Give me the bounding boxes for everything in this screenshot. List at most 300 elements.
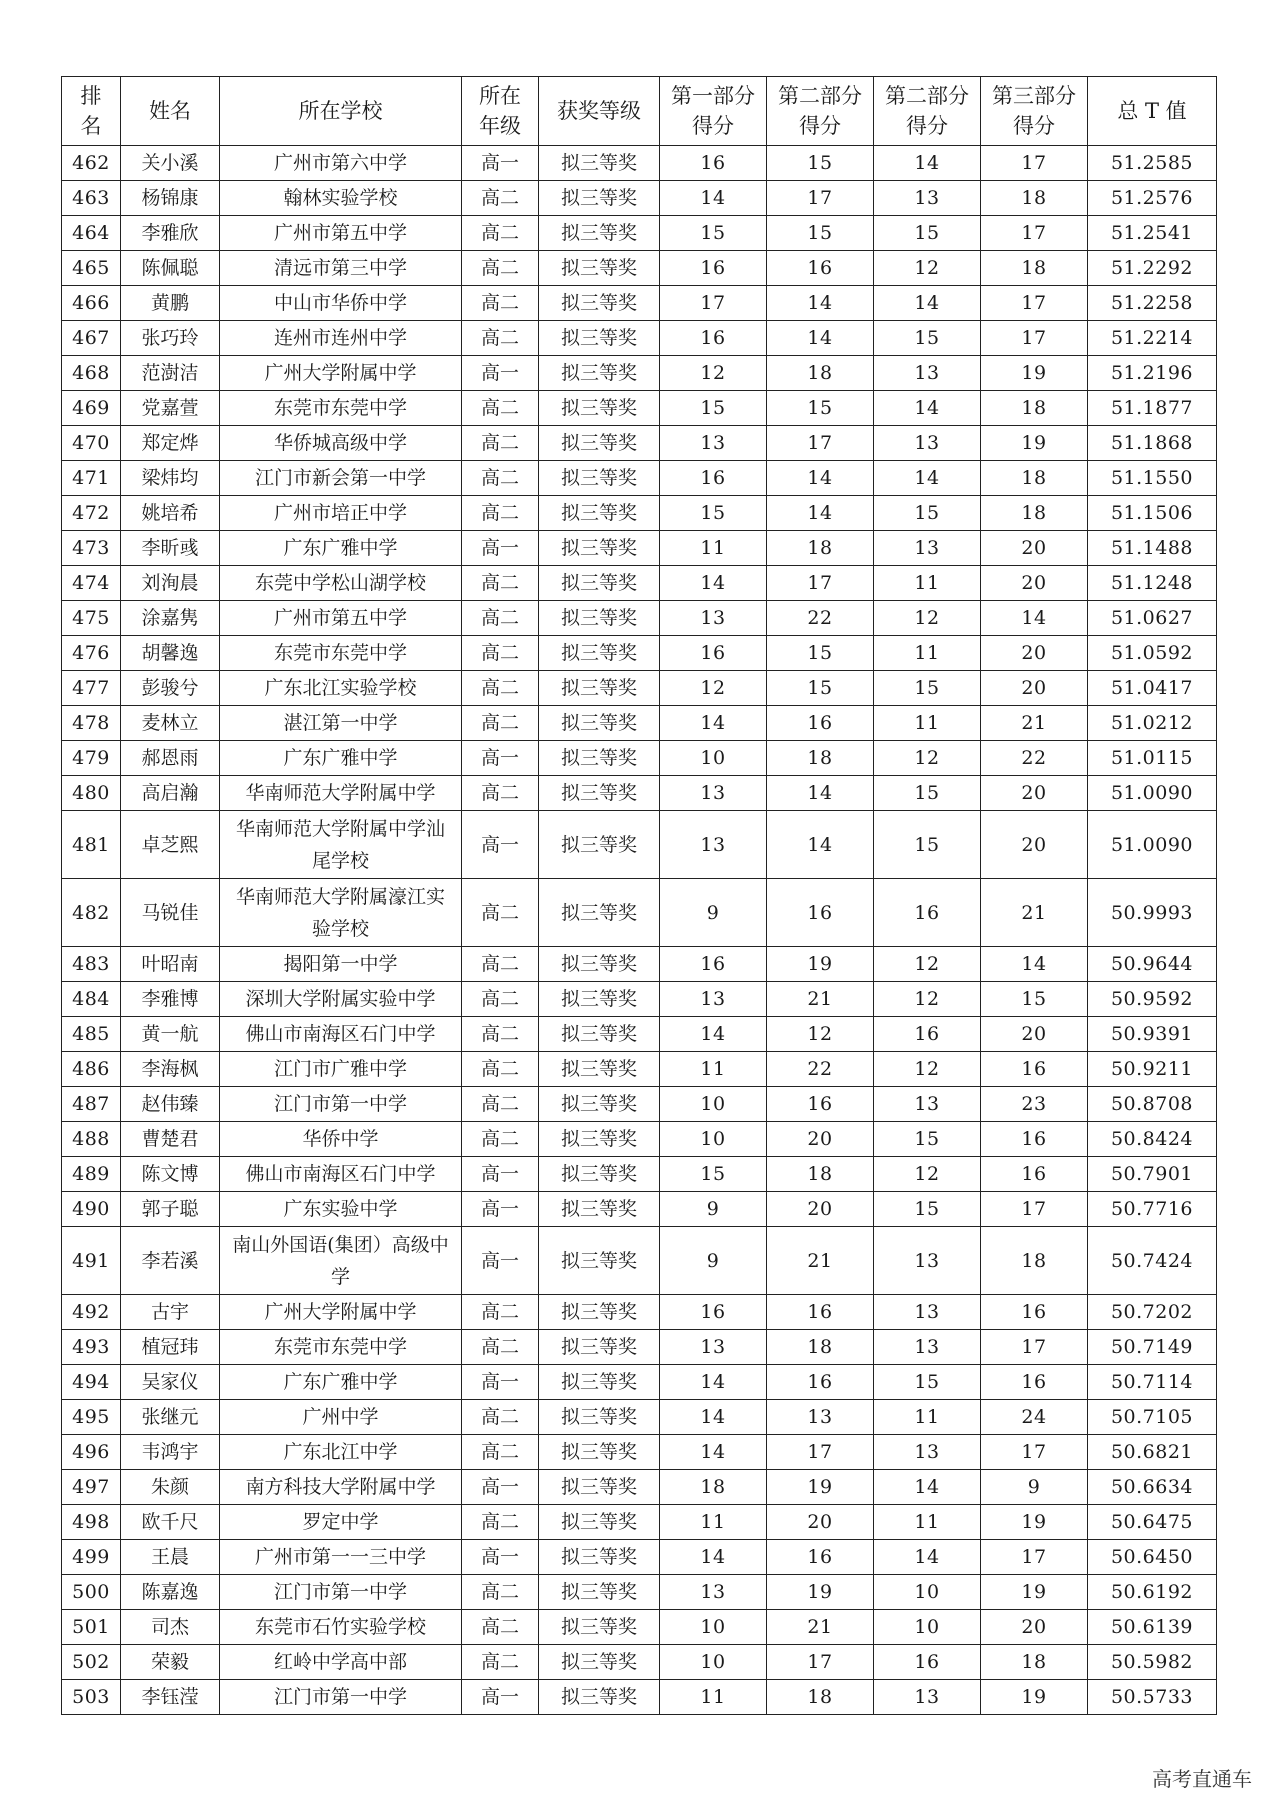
part2b-score-cell: 11 <box>874 706 981 741</box>
grade-cell: 高二 <box>462 671 539 706</box>
award-cell: 拟三等奖 <box>539 426 660 461</box>
grade-cell: 高二 <box>462 1400 539 1435</box>
total-t-value-cell: 50.7105 <box>1088 1400 1217 1435</box>
school-cell: 广州大学附属中学 <box>220 356 462 391</box>
rank-cell: 475 <box>62 601 121 636</box>
grade-cell: 高二 <box>462 636 539 671</box>
school-cell: 南方科技大学附属中学 <box>220 1470 462 1505</box>
grade-cell: 高二 <box>462 426 539 461</box>
award-cell: 拟三等奖 <box>539 1052 660 1087</box>
name-cell: 韦鸿宇 <box>121 1435 220 1470</box>
rank-cell: 501 <box>62 1610 121 1645</box>
name-cell: 王晨 <box>121 1540 220 1575</box>
total-t-value-cell: 51.0592 <box>1088 636 1217 671</box>
rank-cell: 466 <box>62 286 121 321</box>
part2b-score-cell: 14 <box>874 391 981 426</box>
watermark: 高考直通车 <box>1152 1767 1252 1791</box>
part2a-score-cell: 19 <box>767 1575 874 1610</box>
grade-cell: 高一 <box>462 741 539 776</box>
award-cell: 拟三等奖 <box>539 1122 660 1157</box>
table-row <box>62 286 1217 321</box>
grade-cell: 高二 <box>462 1575 539 1610</box>
award-cell: 拟三等奖 <box>539 1540 660 1575</box>
part2a-score-cell: 19 <box>767 947 874 982</box>
grade-cell: 高二 <box>462 1610 539 1645</box>
part2b-score-cell: 13 <box>874 1330 981 1365</box>
school-cell: 揭阳第一中学 <box>220 947 462 982</box>
award-cell: 拟三等奖 <box>539 741 660 776</box>
part2a-score-cell: 22 <box>767 1052 874 1087</box>
grade-cell: 高二 <box>462 461 539 496</box>
header-row <box>62 77 1217 146</box>
part1-score-cell: 9 <box>660 1227 767 1295</box>
table-row <box>62 811 1217 879</box>
part2b-score-cell: 12 <box>874 251 981 286</box>
rank-cell: 491 <box>62 1227 121 1295</box>
name-cell: 关小溪 <box>121 146 220 181</box>
part2a-score-cell: 14 <box>767 811 874 879</box>
part3-score-cell: 19 <box>981 1680 1088 1715</box>
grade-cell: 高二 <box>462 706 539 741</box>
header-part2b: 第二部分得分 <box>874 77 981 146</box>
part2b-score-cell: 11 <box>874 566 981 601</box>
table-row <box>62 776 1217 811</box>
part1-score-cell: 10 <box>660 1122 767 1157</box>
part2b-score-cell: 15 <box>874 1192 981 1227</box>
table-row <box>62 879 1217 947</box>
part3-score-cell: 19 <box>981 1575 1088 1610</box>
school-cell: 华南师范大学附属中学 <box>220 776 462 811</box>
name-cell: 姚培希 <box>121 496 220 531</box>
part1-score-cell: 16 <box>660 461 767 496</box>
part2b-score-cell: 10 <box>874 1610 981 1645</box>
part1-score-cell: 14 <box>660 1435 767 1470</box>
part3-score-cell: 16 <box>981 1052 1088 1087</box>
table-row <box>62 321 1217 356</box>
grade-cell: 高一 <box>462 1157 539 1192</box>
part2b-score-cell: 15 <box>874 776 981 811</box>
table-row <box>62 1017 1217 1052</box>
table-row <box>62 1365 1217 1400</box>
name-cell: 梁炜均 <box>121 461 220 496</box>
grade-cell: 高二 <box>462 321 539 356</box>
rank-cell: 473 <box>62 531 121 566</box>
grade-cell: 高一 <box>462 531 539 566</box>
table-row <box>62 601 1217 636</box>
header-total: 总 T 值 <box>1088 77 1217 146</box>
part1-score-cell: 15 <box>660 216 767 251</box>
name-cell: 陈佩聪 <box>121 251 220 286</box>
total-t-value-cell: 51.1550 <box>1088 461 1217 496</box>
part2b-score-cell: 13 <box>874 1680 981 1715</box>
award-cell: 拟三等奖 <box>539 146 660 181</box>
total-t-value-cell: 51.0627 <box>1088 601 1217 636</box>
part2b-score-cell: 13 <box>874 426 981 461</box>
total-t-value-cell: 50.7202 <box>1088 1295 1217 1330</box>
part2a-score-cell: 20 <box>767 1122 874 1157</box>
header-part3: 第三部分得分 <box>981 77 1088 146</box>
school-cell: 湛江第一中学 <box>220 706 462 741</box>
school-cell: 东莞市东莞中学 <box>220 391 462 426</box>
rank-cell: 484 <box>62 982 121 1017</box>
total-t-value-cell: 51.2541 <box>1088 216 1217 251</box>
name-cell: 张继元 <box>121 1400 220 1435</box>
school-cell: 江门市新会第一中学 <box>220 461 462 496</box>
part3-score-cell: 20 <box>981 636 1088 671</box>
part1-score-cell: 15 <box>660 496 767 531</box>
part2b-score-cell: 15 <box>874 1122 981 1157</box>
grade-cell: 高二 <box>462 216 539 251</box>
grade-cell: 高二 <box>462 1017 539 1052</box>
award-cell: 拟三等奖 <box>539 391 660 426</box>
part1-score-cell: 16 <box>660 1295 767 1330</box>
rank-cell: 480 <box>62 776 121 811</box>
part3-score-cell: 16 <box>981 1365 1088 1400</box>
table-row <box>62 741 1217 776</box>
award-cell: 拟三等奖 <box>539 1192 660 1227</box>
part2a-score-cell: 16 <box>767 706 874 741</box>
part1-score-cell: 16 <box>660 947 767 982</box>
part1-score-cell: 16 <box>660 636 767 671</box>
part2b-score-cell: 12 <box>874 601 981 636</box>
award-cell: 拟三等奖 <box>539 321 660 356</box>
part1-score-cell: 13 <box>660 776 767 811</box>
school-cell: 佛山市南海区石门中学 <box>220 1017 462 1052</box>
rank-cell: 498 <box>62 1505 121 1540</box>
total-t-value-cell: 51.1877 <box>1088 391 1217 426</box>
award-cell: 拟三等奖 <box>539 636 660 671</box>
total-t-value-cell: 51.0417 <box>1088 671 1217 706</box>
grade-cell: 高二 <box>462 1087 539 1122</box>
school-cell: 广州中学 <box>220 1400 462 1435</box>
part2a-score-cell: 16 <box>767 1087 874 1122</box>
grade-cell: 高一 <box>462 356 539 391</box>
rank-cell: 477 <box>62 671 121 706</box>
name-cell: 杨锦康 <box>121 181 220 216</box>
rank-cell: 482 <box>62 879 121 947</box>
part2a-score-cell: 18 <box>767 741 874 776</box>
name-cell: 张巧玲 <box>121 321 220 356</box>
name-cell: 郭子聪 <box>121 1192 220 1227</box>
total-t-value-cell: 51.2585 <box>1088 146 1217 181</box>
rank-cell: 474 <box>62 566 121 601</box>
table-row <box>62 1610 1217 1645</box>
name-cell: 荣毅 <box>121 1645 220 1680</box>
grade-cell: 高一 <box>462 1365 539 1400</box>
rank-cell: 470 <box>62 426 121 461</box>
award-cell: 拟三等奖 <box>539 947 660 982</box>
rank-cell: 492 <box>62 1295 121 1330</box>
total-t-value-cell: 50.7716 <box>1088 1192 1217 1227</box>
school-cell: 广州大学附属中学 <box>220 1295 462 1330</box>
table-row <box>62 636 1217 671</box>
part2a-score-cell: 16 <box>767 1365 874 1400</box>
award-cell: 拟三等奖 <box>539 1505 660 1540</box>
part2b-score-cell: 13 <box>874 356 981 391</box>
header-name: 姓名 <box>121 77 220 146</box>
header-school: 所在学校 <box>220 77 462 146</box>
part2a-score-cell: 17 <box>767 1645 874 1680</box>
part2b-score-cell: 16 <box>874 1645 981 1680</box>
part1-score-cell: 10 <box>660 741 767 776</box>
award-cell: 拟三等奖 <box>539 1470 660 1505</box>
table-row <box>62 1680 1217 1715</box>
part1-score-cell: 10 <box>660 1610 767 1645</box>
part3-score-cell: 17 <box>981 216 1088 251</box>
part1-score-cell: 11 <box>660 1052 767 1087</box>
rank-cell: 462 <box>62 146 121 181</box>
school-cell: 江门市第一中学 <box>220 1087 462 1122</box>
award-cell: 拟三等奖 <box>539 251 660 286</box>
part1-score-cell: 9 <box>660 879 767 947</box>
part1-score-cell: 15 <box>660 1157 767 1192</box>
rank-cell: 489 <box>62 1157 121 1192</box>
grade-cell: 高二 <box>462 181 539 216</box>
school-cell: 连州市连州中学 <box>220 321 462 356</box>
part2b-score-cell: 13 <box>874 1295 981 1330</box>
school-cell: 佛山市南海区石门中学 <box>220 1157 462 1192</box>
part1-score-cell: 13 <box>660 811 767 879</box>
part3-score-cell: 18 <box>981 496 1088 531</box>
name-cell: 李钰滢 <box>121 1680 220 1715</box>
award-cell: 拟三等奖 <box>539 1157 660 1192</box>
grade-cell: 高二 <box>462 1122 539 1157</box>
total-t-value-cell: 51.2576 <box>1088 181 1217 216</box>
table-row <box>62 426 1217 461</box>
part3-score-cell: 16 <box>981 1157 1088 1192</box>
total-t-value-cell: 51.0115 <box>1088 741 1217 776</box>
award-table <box>61 76 1217 1715</box>
part3-score-cell: 17 <box>981 146 1088 181</box>
school-cell: 东莞市东莞中学 <box>220 636 462 671</box>
part2b-score-cell: 15 <box>874 496 981 531</box>
total-t-value-cell: 50.9993 <box>1088 879 1217 947</box>
rank-cell: 485 <box>62 1017 121 1052</box>
total-t-value-cell: 51.2258 <box>1088 286 1217 321</box>
award-cell: 拟三等奖 <box>539 811 660 879</box>
school-cell: 广州市第五中学 <box>220 216 462 251</box>
name-cell: 朱颜 <box>121 1470 220 1505</box>
table-row <box>62 706 1217 741</box>
header-grade: 所在年级 <box>462 77 539 146</box>
part2b-score-cell: 13 <box>874 531 981 566</box>
total-t-value-cell: 51.0212 <box>1088 706 1217 741</box>
rank-cell: 495 <box>62 1400 121 1435</box>
school-cell: 南山外国语(集团）高级中学 <box>220 1227 462 1295</box>
school-cell: 东莞市石竹实验学校 <box>220 1610 462 1645</box>
part3-score-cell: 17 <box>981 1330 1088 1365</box>
name-cell: 黄一航 <box>121 1017 220 1052</box>
table-row <box>62 1575 1217 1610</box>
header-rank: 排名 <box>62 77 121 146</box>
part2b-score-cell: 13 <box>874 1435 981 1470</box>
name-cell: 麦林立 <box>121 706 220 741</box>
table-row <box>62 461 1217 496</box>
table-row <box>62 391 1217 426</box>
part2a-score-cell: 15 <box>767 216 874 251</box>
grade-cell: 高一 <box>462 146 539 181</box>
part2b-score-cell: 11 <box>874 636 981 671</box>
part1-score-cell: 10 <box>660 1087 767 1122</box>
award-cell: 拟三等奖 <box>539 1365 660 1400</box>
school-cell: 翰林实验学校 <box>220 181 462 216</box>
header-part2a: 第二部分得分 <box>767 77 874 146</box>
award-cell: 拟三等奖 <box>539 1017 660 1052</box>
school-cell: 中山市华侨中学 <box>220 286 462 321</box>
award-cell: 拟三等奖 <box>539 356 660 391</box>
part3-score-cell: 23 <box>981 1087 1088 1122</box>
total-t-value-cell: 50.9592 <box>1088 982 1217 1017</box>
table-row <box>62 1157 1217 1192</box>
part2b-score-cell: 14 <box>874 146 981 181</box>
part2a-score-cell: 21 <box>767 1227 874 1295</box>
school-cell: 华侨中学 <box>220 1122 462 1157</box>
school-cell: 华侨城高级中学 <box>220 426 462 461</box>
award-cell: 拟三等奖 <box>539 1400 660 1435</box>
part3-score-cell: 20 <box>981 811 1088 879</box>
grade-cell: 高二 <box>462 947 539 982</box>
part3-score-cell: 20 <box>981 566 1088 601</box>
award-cell: 拟三等奖 <box>539 1610 660 1645</box>
part1-score-cell: 17 <box>660 286 767 321</box>
name-cell: 刘洵晨 <box>121 566 220 601</box>
grade-cell: 高二 <box>462 879 539 947</box>
table-row <box>62 146 1217 181</box>
table-row <box>62 1192 1217 1227</box>
name-cell: 党嘉萱 <box>121 391 220 426</box>
total-t-value-cell: 51.1488 <box>1088 531 1217 566</box>
name-cell: 高启瀚 <box>121 776 220 811</box>
part3-score-cell: 20 <box>981 1017 1088 1052</box>
part3-score-cell: 18 <box>981 251 1088 286</box>
name-cell: 司杰 <box>121 1610 220 1645</box>
grade-cell: 高二 <box>462 391 539 426</box>
part2b-score-cell: 14 <box>874 1470 981 1505</box>
part1-score-cell: 14 <box>660 1540 767 1575</box>
grade-cell: 高二 <box>462 1645 539 1680</box>
rank-cell: 502 <box>62 1645 121 1680</box>
part3-score-cell: 17 <box>981 286 1088 321</box>
part3-score-cell: 18 <box>981 1227 1088 1295</box>
total-t-value-cell: 51.1868 <box>1088 426 1217 461</box>
part3-score-cell: 20 <box>981 1610 1088 1645</box>
name-cell: 陈文博 <box>121 1157 220 1192</box>
part2a-score-cell: 12 <box>767 1017 874 1052</box>
award-cell: 拟三等奖 <box>539 1645 660 1680</box>
part2a-score-cell: 15 <box>767 146 874 181</box>
grade-cell: 高二 <box>462 1330 539 1365</box>
total-t-value-cell: 50.6192 <box>1088 1575 1217 1610</box>
name-cell: 彭骏兮 <box>121 671 220 706</box>
school-cell: 广州市第六中学 <box>220 146 462 181</box>
name-cell: 马锐佳 <box>121 879 220 947</box>
part3-score-cell: 21 <box>981 706 1088 741</box>
name-cell: 李海枫 <box>121 1052 220 1087</box>
rank-cell: 472 <box>62 496 121 531</box>
part2a-score-cell: 17 <box>767 426 874 461</box>
part1-score-cell: 14 <box>660 706 767 741</box>
part1-score-cell: 10 <box>660 1645 767 1680</box>
total-t-value-cell: 50.6139 <box>1088 1610 1217 1645</box>
grade-cell: 高二 <box>462 601 539 636</box>
part3-score-cell: 17 <box>981 1192 1088 1227</box>
table-row <box>62 566 1217 601</box>
part2b-score-cell: 14 <box>874 286 981 321</box>
part2a-score-cell: 21 <box>767 982 874 1017</box>
table-row <box>62 1540 1217 1575</box>
school-cell: 深圳大学附属实验中学 <box>220 982 462 1017</box>
table-row <box>62 216 1217 251</box>
school-cell: 罗定中学 <box>220 1505 462 1540</box>
part2b-score-cell: 14 <box>874 1540 981 1575</box>
award-cell: 拟三等奖 <box>539 181 660 216</box>
part2a-score-cell: 14 <box>767 496 874 531</box>
school-cell: 清远市第三中学 <box>220 251 462 286</box>
award-cell: 拟三等奖 <box>539 706 660 741</box>
part1-score-cell: 13 <box>660 1330 767 1365</box>
part2a-score-cell: 18 <box>767 356 874 391</box>
part1-score-cell: 15 <box>660 391 767 426</box>
award-cell: 拟三等奖 <box>539 566 660 601</box>
table-row <box>62 982 1217 1017</box>
rank-cell: 483 <box>62 947 121 982</box>
table-row <box>62 671 1217 706</box>
award-cell: 拟三等奖 <box>539 216 660 251</box>
award-cell: 拟三等奖 <box>539 1330 660 1365</box>
part3-score-cell: 20 <box>981 776 1088 811</box>
total-t-value-cell: 51.1248 <box>1088 566 1217 601</box>
award-cell: 拟三等奖 <box>539 776 660 811</box>
part1-score-cell: 14 <box>660 1400 767 1435</box>
part2a-score-cell: 21 <box>767 1610 874 1645</box>
part3-score-cell: 19 <box>981 1505 1088 1540</box>
name-cell: 郑定烨 <box>121 426 220 461</box>
rank-cell: 463 <box>62 181 121 216</box>
rank-cell: 499 <box>62 1540 121 1575</box>
part2a-score-cell: 19 <box>767 1470 874 1505</box>
award-cell: 拟三等奖 <box>539 531 660 566</box>
part2a-score-cell: 18 <box>767 1680 874 1715</box>
rank-cell: 468 <box>62 356 121 391</box>
total-t-value-cell: 50.7901 <box>1088 1157 1217 1192</box>
part2b-score-cell: 15 <box>874 216 981 251</box>
name-cell: 陈嘉逸 <box>121 1575 220 1610</box>
part2b-score-cell: 13 <box>874 1087 981 1122</box>
name-cell: 古宇 <box>121 1295 220 1330</box>
part2b-score-cell: 15 <box>874 671 981 706</box>
part2a-score-cell: 20 <box>767 1192 874 1227</box>
name-cell: 李昕彧 <box>121 531 220 566</box>
name-cell: 卓芝熙 <box>121 811 220 879</box>
grade-cell: 高一 <box>462 1540 539 1575</box>
part1-score-cell: 18 <box>660 1470 767 1505</box>
part2b-score-cell: 14 <box>874 461 981 496</box>
rank-cell: 487 <box>62 1087 121 1122</box>
total-t-value-cell: 51.0090 <box>1088 776 1217 811</box>
part1-score-cell: 13 <box>660 982 767 1017</box>
table-row <box>62 1122 1217 1157</box>
grade-cell: 高二 <box>462 251 539 286</box>
part1-score-cell: 11 <box>660 531 767 566</box>
school-cell: 广东广雅中学 <box>220 1365 462 1400</box>
grade-cell: 高二 <box>462 1295 539 1330</box>
name-cell: 赵伟臻 <box>121 1087 220 1122</box>
grade-cell: 高一 <box>462 811 539 879</box>
school-cell: 广东北江中学 <box>220 1435 462 1470</box>
part2a-score-cell: 18 <box>767 1330 874 1365</box>
table-row <box>62 496 1217 531</box>
grade-cell: 高二 <box>462 566 539 601</box>
